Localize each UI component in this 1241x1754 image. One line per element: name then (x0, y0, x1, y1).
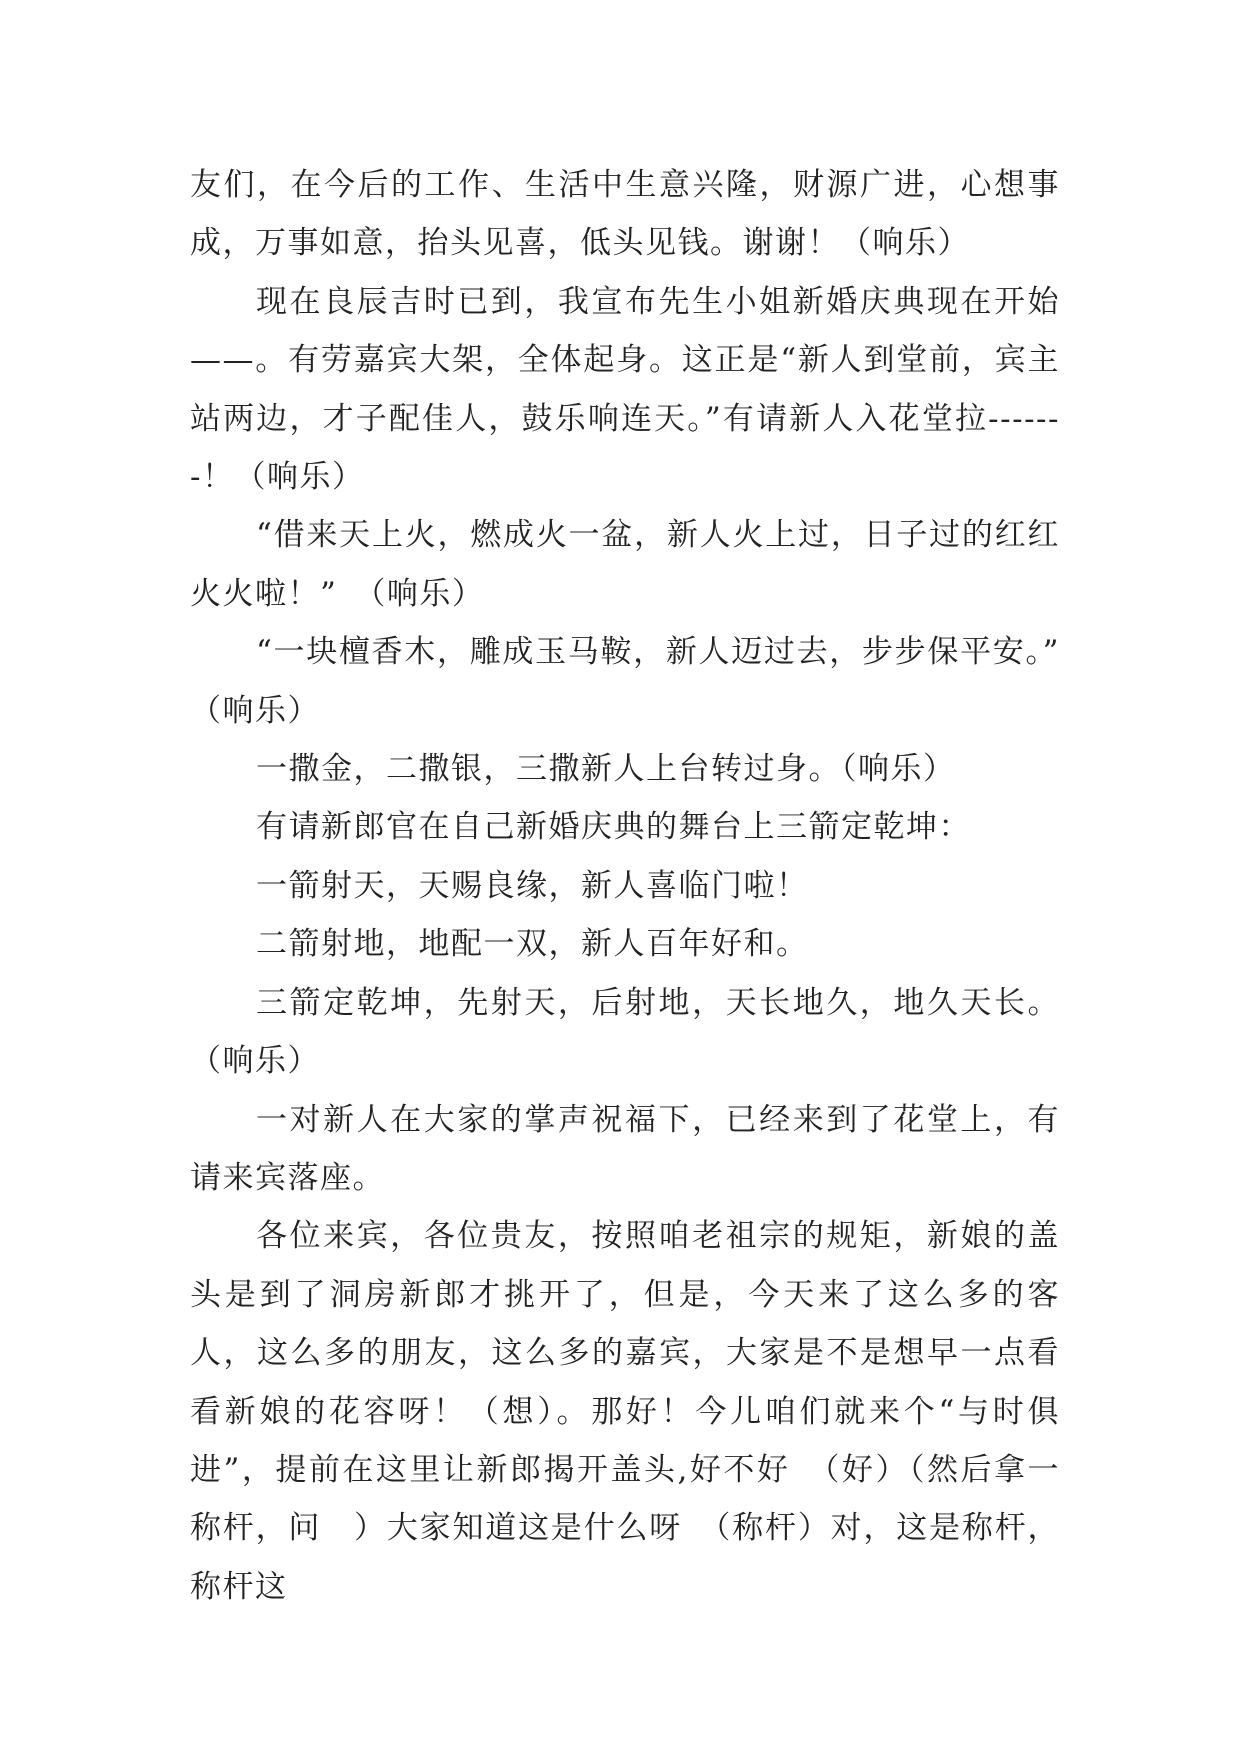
paragraph: 友们，在今后的工作、生活中生意兴隆，财源广进，心想事成，万事如意，抬头见喜，低头见钱。谢谢！（响乐） (190, 167, 1060, 262)
paragraph: “一块檀香木，雕成玉马鞍，新人迈过去，步步保平安。” （响乐） (190, 634, 1093, 729)
document-body (190, 156, 1093, 1616)
paragraph: 二箭射地，地配一双，新人百年好和。 (256, 926, 809, 963)
paragraph: 一对新人在大家的掌声祝福下，已经来到了花堂上，有请来宾落座。 (190, 1101, 1060, 1196)
paragraph: 一撒金，二撒银，三撒新人上台转过身。（响乐） (256, 751, 956, 788)
paragraph: 现在良辰吉时已到，我宣布先生小姐新婚庆典现在开始——。有劳嘉宾大架，全体起身。这正是“新人到堂前，宾主站两边，才子配佳人，鼓乐响连天。”有请新人入花堂拉-------！（响乐） (190, 283, 1060, 496)
paragraph: 各位来宾，各位贵友，按照咱老祖宗的规矩，新娘的盖头是到了洞房新郎才挑开了，但是，今天来了这么多的客人，这么多的朋友，这么多的嘉宾，大家是不是想早一点看看新娘的花容呀！（想）。那好！今儿咱们就来个“与时俱进”，提前在这里让新郎揭开盖头,好不好 （好）（然后拿一称杆，问 ）大家知道这是什么呀 （称杆）对，这是称杆，称杆这 (190, 1218, 1060, 1605)
paragraph: 一箭射天，天赐良缘，新人喜临门啦！ (256, 867, 809, 904)
paragraph: 有请新郎官在自己新婚庆典的舞台上三箭定乾坤： (256, 809, 971, 846)
paragraph: “借来天上火，燃成火一盆，新人火上过，日子过的红红火火啦！” （响乐） (190, 517, 1060, 612)
paragraph: 三箭定乾坤，先射天，后射地，天长地久，地久天长。（响乐） (190, 984, 1060, 1080)
